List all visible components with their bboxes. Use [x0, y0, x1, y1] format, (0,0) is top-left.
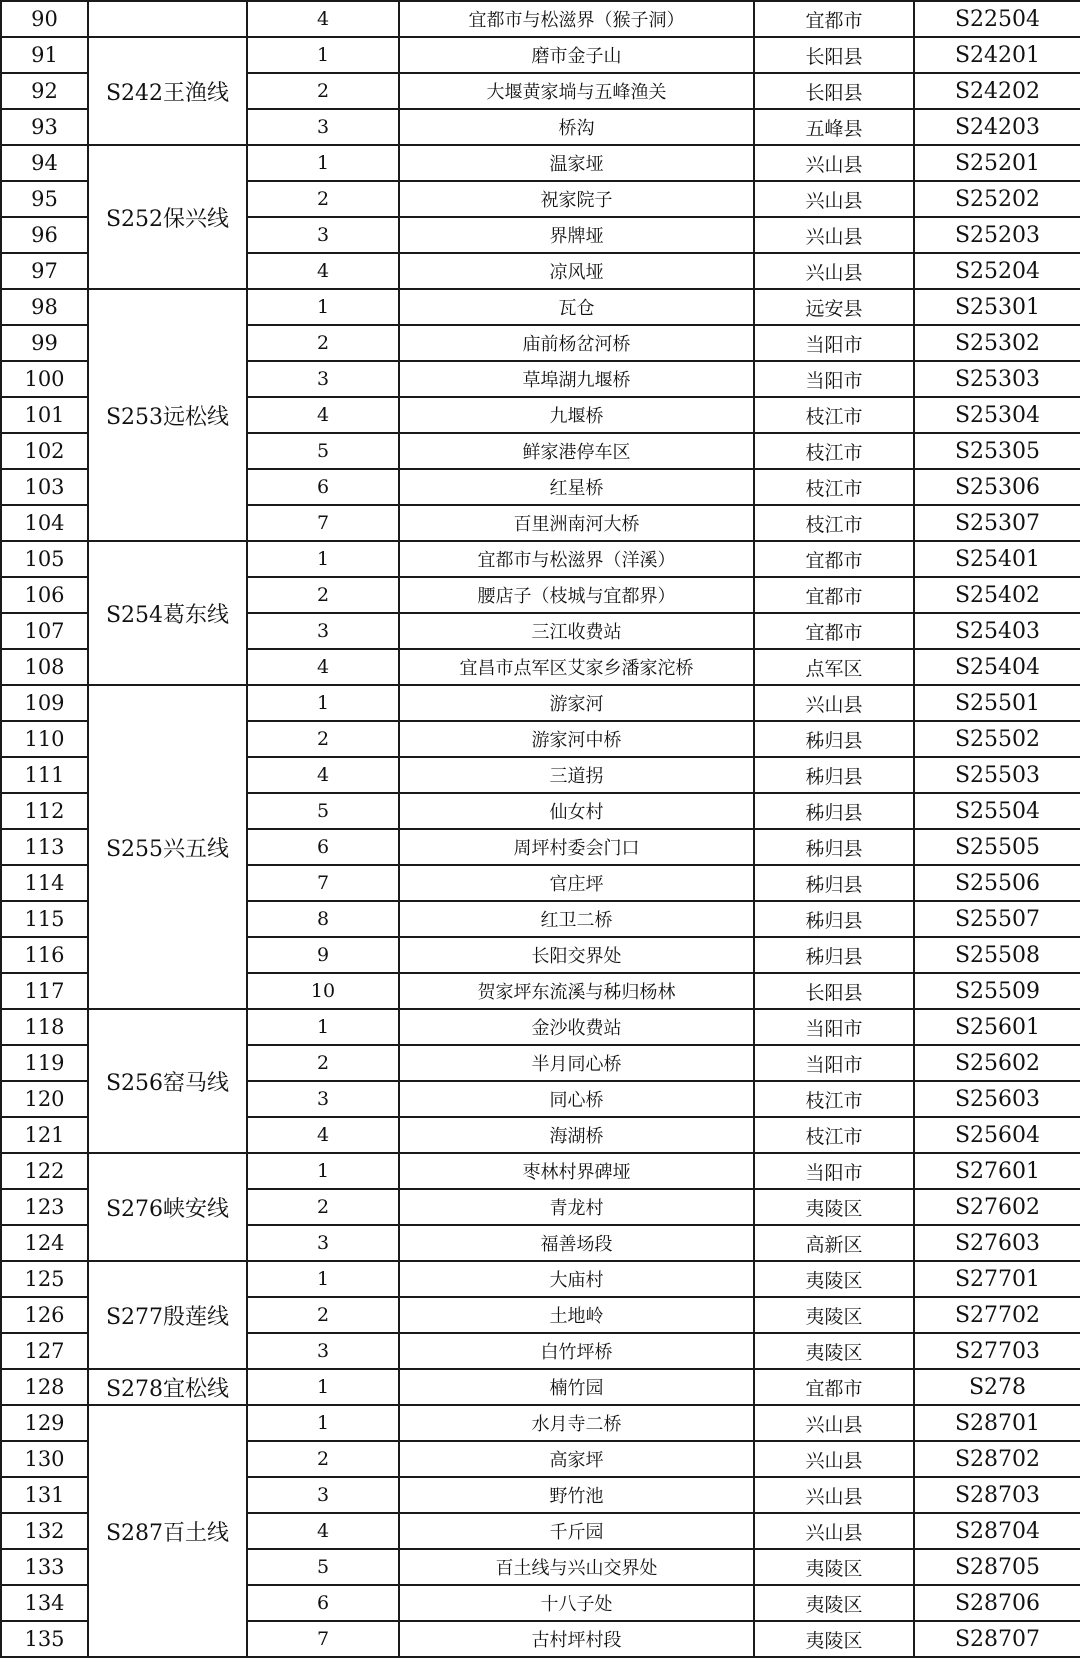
point-number-cell: 2 — [247, 721, 399, 757]
point-number-cell: 3 — [247, 109, 399, 145]
point-number-cell: 2 — [247, 577, 399, 613]
route-name-cell: S253远松线 — [88, 289, 247, 541]
row-seq-cell: 97 — [1, 253, 88, 289]
route-name-cell: S252保兴线 — [88, 145, 247, 289]
code-cell: S28705 — [914, 1549, 1080, 1585]
code-cell: S25403 — [914, 613, 1080, 649]
point-number-cell: 3 — [247, 1081, 399, 1117]
location-cell: 楠竹园 — [399, 1369, 754, 1405]
county-cell: 宜都市 — [754, 577, 914, 613]
table-row — [1, 1369, 1080, 1405]
location-cell: 千斤园 — [399, 1513, 754, 1549]
point-number-cell: 7 — [247, 865, 399, 901]
county-cell: 枝江市 — [754, 505, 914, 541]
location-cell: 游家河中桥 — [399, 721, 754, 757]
code-cell: S25305 — [914, 433, 1080, 469]
location-cell: 土地岭 — [399, 1297, 754, 1333]
location-cell: 枣林村界碑垭 — [399, 1153, 754, 1189]
location-cell: 十八子处 — [399, 1585, 754, 1621]
code-cell: S25404 — [914, 649, 1080, 685]
county-cell: 兴山县 — [754, 253, 914, 289]
county-cell: 兴山县 — [754, 145, 914, 181]
row-seq-cell: 126 — [1, 1297, 88, 1333]
location-cell: 同心桥 — [399, 1081, 754, 1117]
location-cell: 红星桥 — [399, 469, 754, 505]
location-cell: 祝家院子 — [399, 181, 754, 217]
point-number-cell: 3 — [247, 1333, 399, 1369]
location-cell: 大堰黄家埫与五峰渔关 — [399, 73, 754, 109]
county-cell: 兴山县 — [754, 1477, 914, 1513]
code-cell: S25402 — [914, 577, 1080, 613]
location-cell: 腰店子（枝城与宜都界） — [399, 577, 754, 613]
location-cell: 古村坪村段 — [399, 1621, 754, 1657]
code-cell: S25506 — [914, 865, 1080, 901]
county-cell: 夷陵区 — [754, 1585, 914, 1621]
row-seq-cell: 125 — [1, 1261, 88, 1297]
county-cell: 当阳市 — [754, 1009, 914, 1045]
row-seq-cell: 98 — [1, 289, 88, 325]
row-seq-cell: 129 — [1, 1405, 88, 1441]
code-cell: S25507 — [914, 901, 1080, 937]
county-cell: 当阳市 — [754, 1153, 914, 1189]
point-number-cell: 4 — [247, 757, 399, 793]
point-number-cell: 9 — [247, 937, 399, 973]
county-cell: 夷陵区 — [754, 1189, 914, 1225]
row-seq-cell: 118 — [1, 1009, 88, 1045]
point-number-cell: 6 — [247, 469, 399, 505]
point-number-cell: 2 — [247, 325, 399, 361]
row-seq-cell: 131 — [1, 1477, 88, 1513]
code-cell: S24202 — [914, 73, 1080, 109]
county-cell: 枝江市 — [754, 1081, 914, 1117]
code-cell: S25307 — [914, 505, 1080, 541]
row-seq-cell: 113 — [1, 829, 88, 865]
location-cell: 瓦仓 — [399, 289, 754, 325]
location-cell: 红卫二桥 — [399, 901, 754, 937]
row-seq-cell: 116 — [1, 937, 88, 973]
county-cell: 宜都市 — [754, 1, 914, 37]
code-cell: S25301 — [914, 289, 1080, 325]
table-row — [1, 1261, 1080, 1297]
row-seq-cell: 99 — [1, 325, 88, 361]
point-number-cell: 1 — [247, 145, 399, 181]
point-number-cell: 2 — [247, 181, 399, 217]
location-cell: 桥沟 — [399, 109, 754, 145]
point-number-cell: 10 — [247, 973, 399, 1009]
code-cell: S25302 — [914, 325, 1080, 361]
code-cell: S25509 — [914, 973, 1080, 1009]
row-seq-cell: 132 — [1, 1513, 88, 1549]
row-seq-cell: 107 — [1, 613, 88, 649]
county-cell: 长阳县 — [754, 37, 914, 73]
row-seq-cell: 108 — [1, 649, 88, 685]
county-cell: 当阳市 — [754, 1045, 914, 1081]
point-number-cell: 3 — [247, 1225, 399, 1261]
row-seq-cell: 92 — [1, 73, 88, 109]
county-cell: 枝江市 — [754, 433, 914, 469]
point-number-cell: 1 — [247, 289, 399, 325]
location-cell: 仙女村 — [399, 793, 754, 829]
code-cell: S28706 — [914, 1585, 1080, 1621]
code-cell: S25602 — [914, 1045, 1080, 1081]
table-body — [1, 1, 1080, 1657]
point-number-cell: 1 — [247, 37, 399, 73]
location-cell: 百里洲南河大桥 — [399, 505, 754, 541]
code-cell: S25601 — [914, 1009, 1080, 1045]
location-cell: 磨市金子山 — [399, 37, 754, 73]
location-cell: 鲜家港停车区 — [399, 433, 754, 469]
location-cell: 长阳交界处 — [399, 937, 754, 973]
row-seq-cell: 123 — [1, 1189, 88, 1225]
row-seq-cell: 130 — [1, 1441, 88, 1477]
point-number-cell: 7 — [247, 505, 399, 541]
row-seq-cell: 95 — [1, 181, 88, 217]
county-cell: 当阳市 — [754, 325, 914, 361]
route-name-cell: S242王渔线 — [88, 37, 247, 145]
route-name-cell: S256窑马线 — [88, 1009, 247, 1153]
county-cell: 秭归县 — [754, 757, 914, 793]
row-seq-cell: 122 — [1, 1153, 88, 1189]
point-number-cell: 4 — [247, 649, 399, 685]
county-cell: 宜都市 — [754, 613, 914, 649]
row-seq-cell: 104 — [1, 505, 88, 541]
county-cell: 兴山县 — [754, 181, 914, 217]
county-cell: 秭归县 — [754, 829, 914, 865]
code-cell: S25501 — [914, 685, 1080, 721]
location-cell: 百土线与兴山交界处 — [399, 1549, 754, 1585]
code-cell: S22504 — [914, 1, 1080, 37]
point-number-cell: 3 — [247, 361, 399, 397]
location-cell: 半月同心桥 — [399, 1045, 754, 1081]
row-seq-cell: 121 — [1, 1117, 88, 1153]
row-seq-cell: 120 — [1, 1081, 88, 1117]
row-seq-cell: 105 — [1, 541, 88, 577]
point-number-cell: 4 — [247, 1, 399, 37]
location-cell: 游家河 — [399, 685, 754, 721]
location-cell: 周坪村委会门口 — [399, 829, 754, 865]
code-cell: S25306 — [914, 469, 1080, 505]
point-number-cell: 3 — [247, 613, 399, 649]
county-cell: 夷陵区 — [754, 1261, 914, 1297]
row-seq-cell: 115 — [1, 901, 88, 937]
row-seq-cell: 103 — [1, 469, 88, 505]
table-row — [1, 685, 1080, 721]
point-number-cell: 1 — [247, 1369, 399, 1405]
county-cell: 五峰县 — [754, 109, 914, 145]
location-cell: 草埠湖九堰桥 — [399, 361, 754, 397]
county-cell: 点军区 — [754, 649, 914, 685]
location-cell: 贺家坪东流溪与秭归杨林 — [399, 973, 754, 1009]
location-cell: 官庄坪 — [399, 865, 754, 901]
code-cell: S27701 — [914, 1261, 1080, 1297]
location-cell: 庙前杨岔河桥 — [399, 325, 754, 361]
code-cell: S25401 — [914, 541, 1080, 577]
point-number-cell: 7 — [247, 1621, 399, 1657]
table-row — [1, 1, 1080, 37]
code-cell: S28703 — [914, 1477, 1080, 1513]
row-seq-cell: 117 — [1, 973, 88, 1009]
code-cell: S25502 — [914, 721, 1080, 757]
code-cell: S28702 — [914, 1441, 1080, 1477]
route-name-cell: S277殷莲线 — [88, 1261, 247, 1369]
row-seq-cell: 96 — [1, 217, 88, 253]
point-number-cell: 2 — [247, 1297, 399, 1333]
point-number-cell: 5 — [247, 793, 399, 829]
code-cell: S25508 — [914, 937, 1080, 973]
county-cell: 长阳县 — [754, 973, 914, 1009]
table-row — [1, 1009, 1080, 1045]
location-cell: 凉风垭 — [399, 253, 754, 289]
code-cell: S25505 — [914, 829, 1080, 865]
route-name-cell: S278宜松线 — [88, 1369, 247, 1405]
route-name-cell: S287百土线 — [88, 1405, 247, 1657]
table-row — [1, 37, 1080, 73]
row-seq-cell: 124 — [1, 1225, 88, 1261]
point-number-cell: 2 — [247, 1441, 399, 1477]
code-cell: S278 — [914, 1369, 1080, 1405]
row-seq-cell: 91 — [1, 37, 88, 73]
county-cell: 秭归县 — [754, 865, 914, 901]
point-number-cell: 1 — [247, 1261, 399, 1297]
row-seq-cell: 110 — [1, 721, 88, 757]
point-number-cell: 5 — [247, 433, 399, 469]
row-seq-cell: 128 — [1, 1369, 88, 1405]
code-cell: S25503 — [914, 757, 1080, 793]
county-cell: 高新区 — [754, 1225, 914, 1261]
point-number-cell: 4 — [247, 397, 399, 433]
county-cell: 兴山县 — [754, 1513, 914, 1549]
point-number-cell: 2 — [247, 1045, 399, 1081]
code-cell: S25504 — [914, 793, 1080, 829]
county-cell: 兴山县 — [754, 1441, 914, 1477]
code-cell: S25202 — [914, 181, 1080, 217]
county-cell: 秭归县 — [754, 901, 914, 937]
county-cell: 枝江市 — [754, 397, 914, 433]
point-number-cell: 1 — [247, 541, 399, 577]
point-number-cell: 1 — [247, 685, 399, 721]
location-cell: 界牌垭 — [399, 217, 754, 253]
row-seq-cell: 94 — [1, 145, 88, 181]
county-cell: 兴山县 — [754, 1405, 914, 1441]
location-cell: 水月寺二桥 — [399, 1405, 754, 1441]
county-cell: 长阳县 — [754, 73, 914, 109]
location-cell: 福善场段 — [399, 1225, 754, 1261]
code-cell: S24201 — [914, 37, 1080, 73]
code-cell: S27603 — [914, 1225, 1080, 1261]
location-cell: 高家坪 — [399, 1441, 754, 1477]
row-seq-cell: 93 — [1, 109, 88, 145]
row-seq-cell: 114 — [1, 865, 88, 901]
location-cell: 宜昌市点军区艾家乡潘家沱桥 — [399, 649, 754, 685]
code-cell: S25604 — [914, 1117, 1080, 1153]
point-number-cell: 4 — [247, 1513, 399, 1549]
point-number-cell: 2 — [247, 1189, 399, 1225]
county-cell: 宜都市 — [754, 1369, 914, 1405]
location-cell: 金沙收费站 — [399, 1009, 754, 1045]
location-cell: 大庙村 — [399, 1261, 754, 1297]
county-cell: 秭归县 — [754, 793, 914, 829]
row-seq-cell: 127 — [1, 1333, 88, 1369]
code-cell: S25303 — [914, 361, 1080, 397]
table-row — [1, 289, 1080, 325]
location-cell: 青龙村 — [399, 1189, 754, 1225]
code-cell: S25204 — [914, 253, 1080, 289]
row-seq-cell: 134 — [1, 1585, 88, 1621]
code-cell: S28707 — [914, 1621, 1080, 1657]
point-number-cell: 1 — [247, 1009, 399, 1045]
code-cell: S24203 — [914, 109, 1080, 145]
row-seq-cell: 112 — [1, 793, 88, 829]
county-cell: 夷陵区 — [754, 1621, 914, 1657]
table-row — [1, 1153, 1080, 1189]
row-seq-cell: 133 — [1, 1549, 88, 1585]
location-cell: 宜都市与松滋界（洋溪） — [399, 541, 754, 577]
point-number-cell: 1 — [247, 1153, 399, 1189]
point-number-cell: 5 — [247, 1549, 399, 1585]
county-cell: 夷陵区 — [754, 1297, 914, 1333]
route-name-cell — [88, 1, 247, 37]
location-cell: 野竹池 — [399, 1477, 754, 1513]
code-cell: S27601 — [914, 1153, 1080, 1189]
county-cell: 秭归县 — [754, 937, 914, 973]
point-number-cell: 3 — [247, 217, 399, 253]
table-row — [1, 145, 1080, 181]
county-cell: 秭归县 — [754, 721, 914, 757]
row-seq-cell: 119 — [1, 1045, 88, 1081]
county-cell: 枝江市 — [754, 1117, 914, 1153]
point-number-cell: 6 — [247, 829, 399, 865]
row-seq-cell: 102 — [1, 433, 88, 469]
location-cell: 三江收费站 — [399, 613, 754, 649]
row-seq-cell: 111 — [1, 757, 88, 793]
county-cell: 枝江市 — [754, 469, 914, 505]
code-cell: S27602 — [914, 1189, 1080, 1225]
point-number-cell: 3 — [247, 1477, 399, 1513]
code-cell: S25603 — [914, 1081, 1080, 1117]
code-cell: S25304 — [914, 397, 1080, 433]
location-cell: 海湖桥 — [399, 1117, 754, 1153]
row-seq-cell: 100 — [1, 361, 88, 397]
county-cell: 兴山县 — [754, 685, 914, 721]
county-cell: 当阳市 — [754, 361, 914, 397]
county-cell: 夷陵区 — [754, 1333, 914, 1369]
row-seq-cell: 106 — [1, 577, 88, 613]
code-cell: S27702 — [914, 1297, 1080, 1333]
county-cell: 夷陵区 — [754, 1549, 914, 1585]
location-cell: 温家垭 — [399, 145, 754, 181]
location-cell: 白竹坪桥 — [399, 1333, 754, 1369]
point-number-cell: 4 — [247, 1117, 399, 1153]
row-seq-cell: 90 — [1, 1, 88, 37]
county-cell: 远安县 — [754, 289, 914, 325]
code-cell: S28701 — [914, 1405, 1080, 1441]
point-number-cell: 4 — [247, 253, 399, 289]
row-seq-cell: 135 — [1, 1621, 88, 1657]
location-cell: 九堰桥 — [399, 397, 754, 433]
point-number-cell: 1 — [247, 1405, 399, 1441]
code-cell: S27703 — [914, 1333, 1080, 1369]
row-seq-cell: 101 — [1, 397, 88, 433]
location-cell: 宜都市与松滋界（猴子洞） — [399, 1, 754, 37]
route-name-cell: S254葛东线 — [88, 541, 247, 685]
route-name-cell: S255兴五线 — [88, 685, 247, 1009]
county-cell: 宜都市 — [754, 541, 914, 577]
code-cell: S25203 — [914, 217, 1080, 253]
county-cell: 兴山县 — [754, 217, 914, 253]
point-number-cell: 2 — [247, 73, 399, 109]
table-row — [1, 541, 1080, 577]
point-number-cell: 6 — [247, 1585, 399, 1621]
location-cell: 三道拐 — [399, 757, 754, 793]
point-number-cell: 8 — [247, 901, 399, 937]
route-name-cell: S276峡安线 — [88, 1153, 247, 1261]
code-cell: S28704 — [914, 1513, 1080, 1549]
code-cell: S25201 — [914, 145, 1080, 181]
table-row — [1, 1405, 1080, 1441]
row-seq-cell: 109 — [1, 685, 88, 721]
